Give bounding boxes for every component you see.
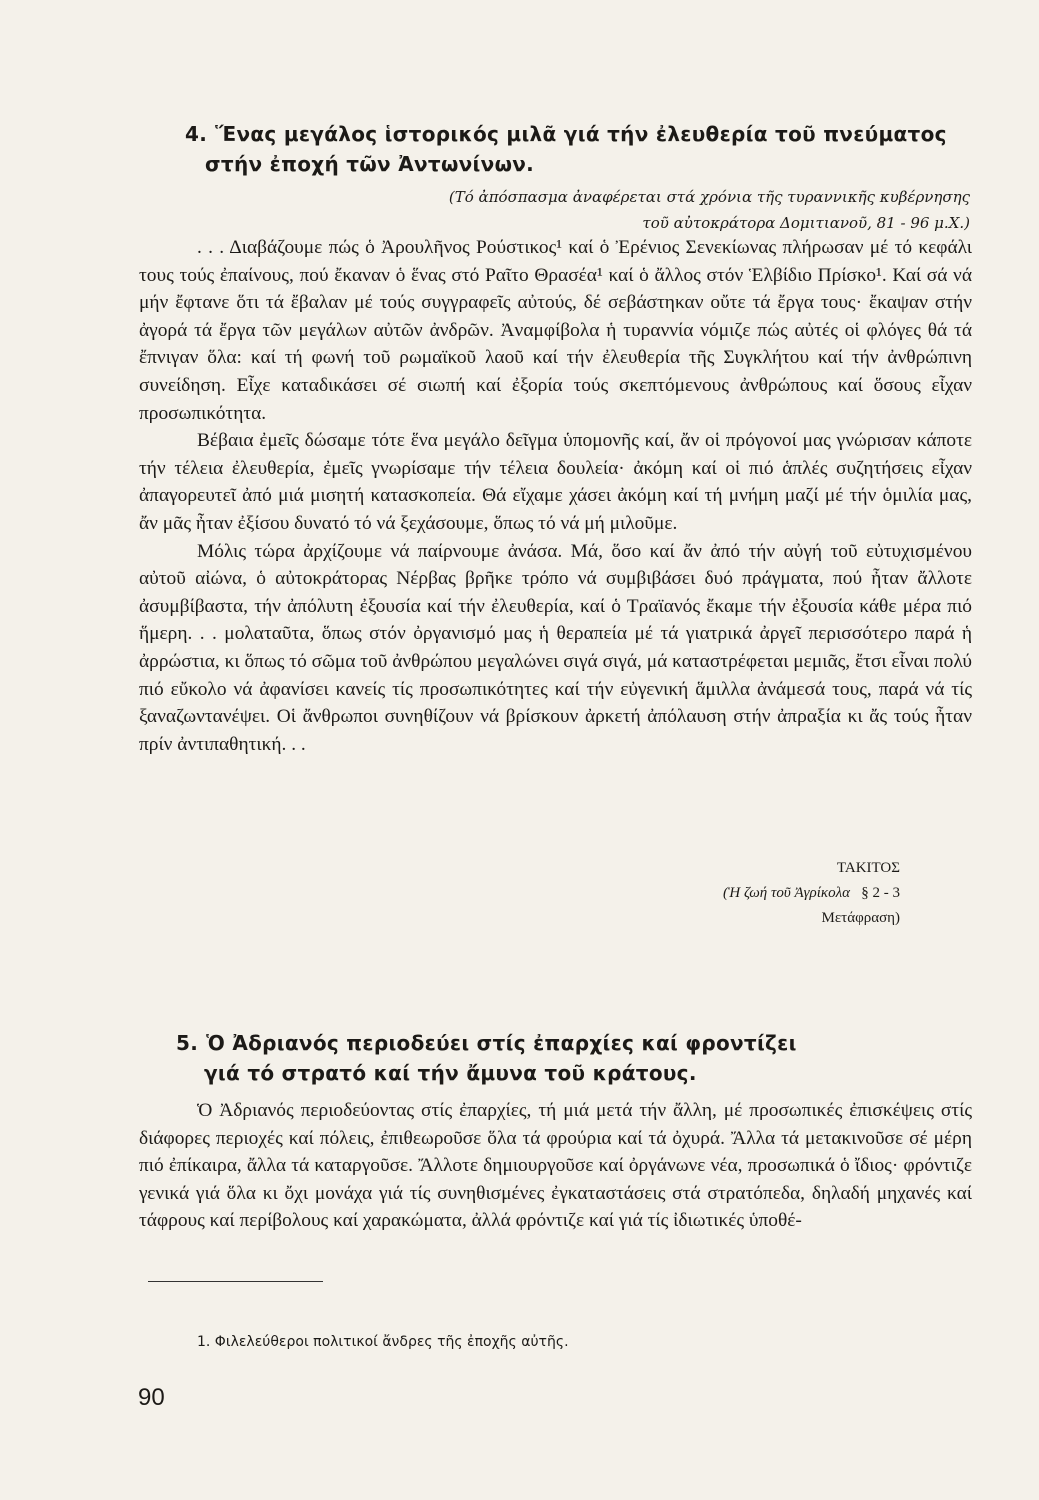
section-4-number: 4. [185,122,208,146]
note-line1: (Τό ἀπόσπασμα ἀναφέρεται στά χρόνια τῆς τυραννικῆς κυβέρνησης [448,188,970,206]
section-5-heading [176,1028,956,1088]
source-title: (Ἡ ζωή τοῦ Ἀγρίκολα [722,885,850,901]
paragraph: Ὁ Ἀδριανός περιοδεύοντας στίς ἐπαρχίες, τή μιά μετά τήν ἄλλη, μέ προσωπικές ἐπισκέψεις στίς διάφορες περιοχές καί πόλεις, ἐπιθεωροῦσε ὅλα τά φρούρια καί τά ὀχυρά. Ἄλλα τά μετακινοῦσε σέ μέρη πιό ἐπίκαιρα, ἄλλα τά καταργοῦσε. Ἄλλοτε δημιουργοῦσε καί ὀργάνωνε νέα, προσωπικά ὁ ἴδιος· φρόντιζε γενικά γιά ὅλα κι ὄχι μονάχα γιά τίς συνηθισμένες ἐγκαταστάσεις στά στρατόπεδα, δηλαδή μηχανές καί τάφρους καί περίβολους καί χαρακώματα, ἀλλά φρόντιζε καί γιά τίς ἰδιωτικές ὑποθέ- [139,1100,972,1232]
note-line2: τοῦ αὐτοκράτορα Δομιτιανοῦ, 81 - 96 μ.Χ.) [642,214,970,232]
section-5-title-line2: γιά τό στρατό καί τήν ἄμυνα τοῦ κράτους. [204,1061,697,1085]
footnote-divider [148,1281,323,1282]
source-section: § 2 - 3 [861,885,900,901]
source-attribution [560,856,900,931]
paragraph: Βέβαια ἐμεῖς δώσαμε τότε ἕνα μεγάλο δεῖγμα ὑπομονῆς καί, ἄν οἱ πρόγονοί μας γνώρισαν κάποτε τήν τέλεια ἐλευθερία, ἐμεῖς γνωρίσαμε τήν τέλεια δουλεία· ἀκόμη καί οἱ πιό ἁπλές συζητήσεις εἶχαν ἀπαγορευτεῖ ἀπό μιά μισητή κατασκοπεία. Θά εἴχαμε χάσει ἀκόμη καί τή μνήμη μαζί μέ τήν ὁμιλία μας, ἄν μᾶς ἦταν ἐξίσου δυνατό τό νά ξεχάσουμε, ὅπως τό νά μή μιλοῦμε. [139,430,972,534]
section-4-title-line1: Ἕνας μεγάλος ἱστορικός μιλᾶ γιά τήν ἐλευθερία τοῦ πνεύματος [215,122,947,146]
paragraph: Μόλις τώρα ἀρχίζουμε νά παίρνουμε ἀνάσα. Μά, ὅσο καί ἄν ἀπό τήν αὐγή τοῦ εὐτυχισμένου αὐτοῦ αἰώνα, ὁ αὐτοκράτορας Νέρβας βρῆκε τρόπο νά συμβιβάσει δυό πράγματα, πού ἦταν ἄλλοτε ἀσυμβίβαστα, τήν ἀπόλυτη ἐξουσία καί τήν ἐλευθερία, καί ὁ Τραϊανός ἔκαμε τήν ἐξουσία κάθε μέρα πιό ἥμερη. . . μολαταῦτα, ὅπως στόν ὀργανισμό μας ἡ θεραπεία μέ τά γιατρικά ἀργεῖ περισσότερο παρά ἡ ἀρρώστια, κι ὅπως τό σῶμα τοῦ ἀνθρώπου μεγαλώνει σιγά σιγά, μά καταστρέφεται μεμιᾶς, ἔτσι εἶναι πολύ πιό εὔκολο νά ἀφανίσει κανείς τίς προσωπικότητες καί τήν εὐγενική ἅμιλλα ἀνάμεσά τους, παρά νά τίς ξαναζωντανέψει. Οἱ ἄνθρωποι συνηθίζουν νά βρίσκουν ἀρκετή ἀπόλαυση στήν ἀπραξία κι ἄς τούς ἦταν πρίν ἀντιπαθητική. . . [139,540,972,755]
source-translation: Μετάφραση) [821,910,900,926]
section-4-editorial-note [330,184,970,236]
section-4-heading [185,119,965,179]
paragraph: . . . Διαβάζουμε πώς ὁ Ἀρουλῆνος Ρούστικος¹ καί ὁ Ἐρένιος Σενεκίωνας πλήρωσαν μέ τό κεφάλι τους τούς ἐπαίνους, πού ἔκαναν ὁ ἕνας στό Ραῖτο Θρασέα¹ καί ὁ ἄλλος στόν Ἑλβίδιο Πρίσκο¹. Καί σά νά μήν ἔφτανε ὅτι τά ἔβαλαν μέ τούς συγγραφεῖς αὐτούς, δέ σεβάστηκαν οὔτε τά ἔργα τους· ἔκαψαν στήν ἀγορά τά ἔργα τῶν μεγάλων αὐτῶν ἀνδρῶν. Ἀναμφίβολα ἡ τυραννία νόμιζε πώς αὐτές οἱ φλόγες θά τά ἔπνιγαν ὅλα: καί τή φωνή τοῦ ρωμαϊκοῦ λαοῦ καί τήν ἐλευθερία τῆς Συγκλήτου καί τήν ἀνθρώπινη συνείδηση. Εἶχε καταδικάσει σέ σιωπή καί ἐξορία τούς σκεπτόμενους ἀνθρώπους καί ὅσους εἶχαν προσωπικότητα. [139,237,972,424]
footnote: 1. Φιλελεύθεροι πολιτικοί ἄνδρες τῆς ἐποχῆς αὐτῆς. [197,1334,569,1350]
source-reference [560,881,900,906]
section-5-title-line1: Ὁ Ἀδριανός περιοδεύει στίς ἐπαρχίες καί φροντίζει [206,1031,797,1055]
section-5-number: 5. [176,1031,199,1055]
section-4-body [139,234,972,758]
page-number: 90 [138,1384,165,1411]
section-5-body [139,1097,972,1235]
section-4-title-line2: στήν ἐποχή τῶν Ἀντωνίνων. [205,152,535,176]
author-name: ΤΑΚΙΤΟΣ [836,860,900,876]
